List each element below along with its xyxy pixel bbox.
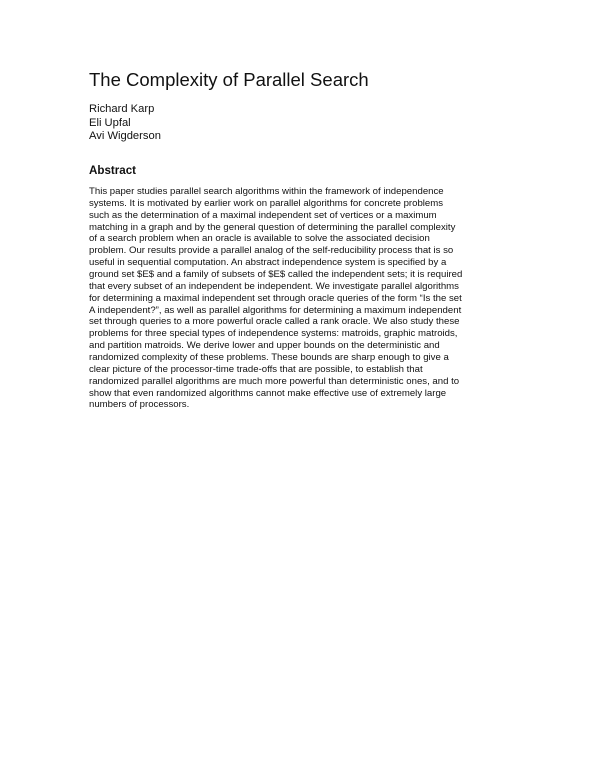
- author-name: Eli Upfal: [89, 116, 131, 129]
- abstract-heading: Abstract: [89, 164, 137, 177]
- abstract-line: problems for three special types of independence systems: matroids, graphic matroids,: [89, 328, 458, 340]
- abstract-line: This paper studies parallel search algorithms within the framework of independence: [89, 186, 444, 197]
- abstract-line: of a search problem when an oracle is available to solve the associated decision: [89, 233, 430, 245]
- abstract-line: ground set $E$ and a family of subsets of $E$ called the independent sets; it is required: [89, 269, 463, 281]
- author-name: Richard Karp: [89, 103, 155, 115]
- author-name: Avi Wigderson: [89, 130, 161, 142]
- abstract-line: for determining a maximal independent set through oracle queries of the form “Is the set: [89, 292, 462, 304]
- abstract-line: clear picture of the processor-time trade-offs that are possible, to establish that: [89, 363, 423, 375]
- paper-title: The Complexity of Parallel Search: [89, 69, 369, 90]
- author-list: [89, 103, 161, 144]
- abstract-body: [89, 186, 462, 411]
- abstract-line: randomized parallel algorithms are much more powerful than deterministic ones, and to: [89, 375, 460, 387]
- abstract-line: matching in a graph and by the general question of determining the parallel complexity: [89, 221, 456, 233]
- abstract-line: set through queries to a more powerful oracle called a rank oracle. We also study these: [89, 316, 460, 328]
- abstract-line: useful in sequential computation. An abstract independence system is specified by a: [89, 257, 447, 269]
- abstract-line: show that even randomized algorithms cannot make effective use of extremely large: [89, 387, 447, 399]
- abstract-line: and partition matroids. We derive lower and upper bounds on the deterministic and: [89, 340, 440, 352]
- abstract-line: randomized complexity of these problems. These bounds are sharp enough to give a: [89, 352, 449, 364]
- abstract-line: problem. Our results provide a parallel analog of the self-reducibility process that is so: [89, 245, 454, 257]
- abstract-line: systems. It is motivated by earlier work on parallel algorithms for concrete problems: [89, 197, 444, 209]
- abstract-line: that every subset of an independent be independent. We investigate parallel algorithms: [89, 280, 459, 292]
- abstract-line: numbers of processors.: [89, 399, 190, 411]
- abstract-line: A independent?”, as well as parallel algorithms for determining a maximum independent: [89, 304, 462, 316]
- abstract-line: such as the determination of a maximal independent set of vertices or a maximum: [89, 209, 437, 221]
